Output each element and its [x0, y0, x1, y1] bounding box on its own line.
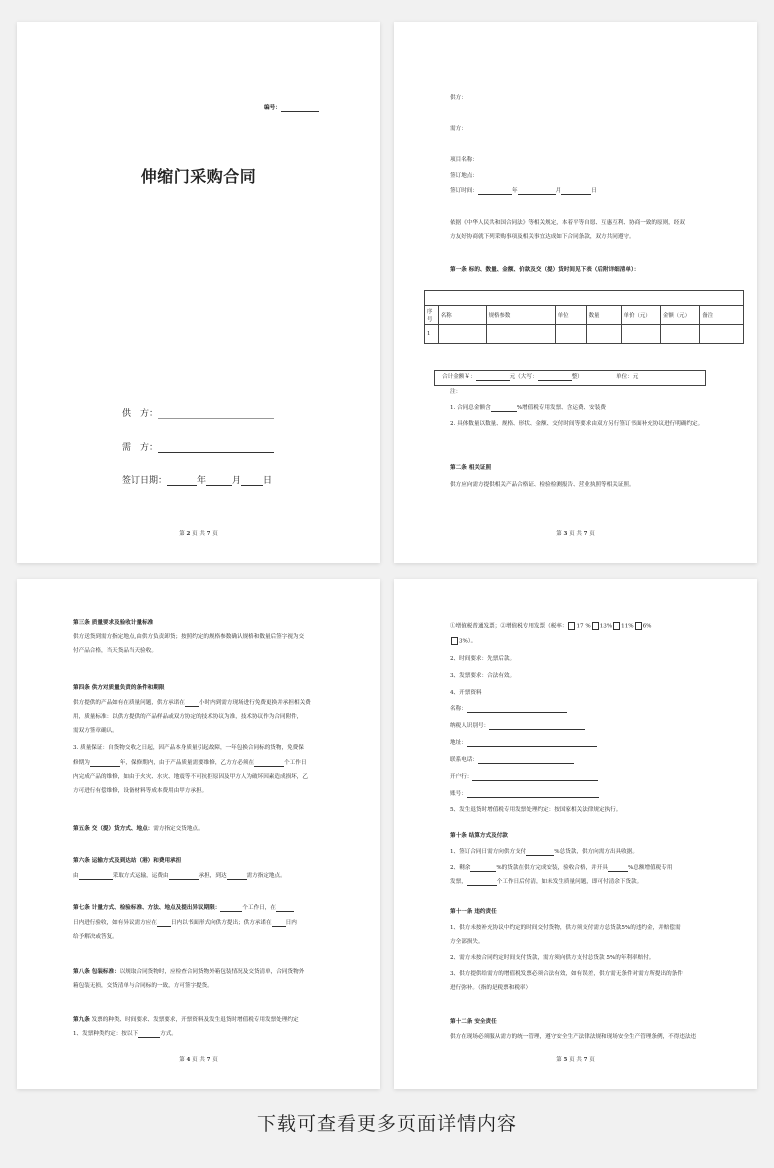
contract-page-3: [394, 22, 757, 563]
table-row: [425, 325, 744, 344]
table-header-row: [425, 306, 744, 325]
return-rule: 5、发生退货时增值税专用发票处理约定：按国家相关法律规定执行。: [450, 807, 622, 813]
text-part: ①增值税普通发票；②增值税专用发票（税率：: [450, 623, 568, 630]
invoice-name: [450, 705, 567, 713]
text-part: %总货款，供方向需方出具收据。: [554, 849, 638, 855]
field-label: 名称：: [450, 706, 467, 712]
article-11-text: 3、供方提供给需方的增值税发票必须合法有效，如有误差，供方需无条件对需方所提出的条件: [450, 971, 683, 977]
article-4-text: 内完成产品的维修，如由于火灾、水灾、地震等不可抗拒原因及甲方人为破坏因素造成损坏，乙: [73, 774, 308, 780]
text-part: %的货款在供方完成安装，验收合格，并开具: [496, 865, 608, 871]
table-cell: [586, 325, 621, 344]
page-total: 7: [583, 1057, 588, 1063]
article-7-title: 第七条 计量方式、检验标准、方法、地点及提出异议期限：: [73, 905, 221, 911]
table-header: 单价（元）: [621, 306, 660, 325]
page-suffix: 页: [589, 531, 595, 537]
field-blank: [472, 780, 598, 781]
blank: [227, 879, 247, 880]
table-header: 序号: [425, 306, 439, 325]
month-label: 月: [232, 476, 242, 486]
article-6-text: [73, 872, 286, 880]
article-11-title: 第十一条 违约责任: [450, 909, 497, 915]
invoice-rate-line-2: [450, 637, 476, 646]
blank: [169, 879, 199, 880]
intro-line-1: 依据《中华人民共和国合同法》等相关规定，本着平等自愿、互惠互利、协商一致的原则，经双: [450, 220, 685, 226]
field-blank: [467, 746, 597, 747]
text-part: 年，保修期内，由于产品质量需要维修，乙方方必须在: [119, 760, 255, 766]
note-1: [450, 404, 606, 412]
month-blank: [206, 485, 232, 486]
article-2-text: 供方应向需方提供相关产品合格证、检验检测报告、营业执照等相关证照。: [450, 482, 635, 488]
article-4-text: 需双方签章确认。: [73, 728, 118, 734]
field-blank: [467, 712, 567, 713]
checkbox[interactable]: [635, 622, 642, 630]
blank: [254, 766, 284, 767]
table-header: 单位: [555, 306, 586, 325]
field-blank: [489, 729, 585, 730]
blank: [467, 885, 497, 886]
article-4-text: [73, 759, 306, 767]
cover-buyer-blank: [158, 452, 274, 453]
table-header: 数量: [586, 306, 621, 325]
invoice-phone: [450, 756, 574, 764]
page-prefix: 第: [179, 1057, 185, 1063]
text-part: 2、剩余: [450, 865, 471, 871]
blank: [526, 855, 554, 856]
total-blank: [476, 380, 510, 381]
article-3-text: 付产品合格，当天货品当天验收。: [73, 648, 157, 654]
sign-year-blank: [478, 194, 512, 195]
table-header: 金额（元）: [661, 306, 700, 325]
checkbox[interactable]: [451, 637, 458, 645]
rate-option: 6%: [642, 623, 652, 630]
article-11-text: 2、需方未按合同约定时间支付货款，需方须向供方支付总货款 5%的年利率赔付。: [450, 955, 655, 961]
rate-option: 13%: [599, 623, 613, 630]
project-name: 项目名称：: [450, 157, 478, 163]
page-prefix: 第: [556, 1057, 562, 1063]
time-requirement: 2、时间要求：先票后款。: [450, 656, 516, 662]
page-mid: 页 共: [192, 1057, 205, 1063]
page-mid: 页 共: [569, 1057, 582, 1063]
text-part: 小时内到需方现场进行免费更换并承担相关费: [198, 700, 311, 706]
page-total: 7: [583, 531, 588, 537]
article-11-text: 进行弥补。（指的是税票和税率）: [450, 985, 532, 991]
cover-date-label: 签订日期：: [122, 476, 168, 486]
article-4-text: 3. 质量保证：自货物交收之日起，因产品本身质量引起故障，一年包换合同标的货物，免费保: [73, 745, 304, 751]
blank: [470, 871, 496, 872]
article-5-title: 第五条 交（提）货方式、地点：: [73, 826, 154, 832]
text-part: 采取方式运输，运费由: [112, 873, 169, 879]
cover-buyer-row: [122, 440, 274, 453]
text-part: 需方指定地点。: [246, 873, 286, 879]
party-buyer: 需方：: [450, 126, 467, 132]
page-total: 7: [206, 531, 211, 537]
total-amount-row: [442, 373, 583, 381]
text-part: 个工作日: [284, 760, 307, 766]
page-mid: 页 共: [192, 531, 205, 537]
note-1-blank: [491, 411, 517, 412]
sign-time: [450, 187, 597, 195]
contract-page-4: [17, 579, 380, 1089]
article-8-text: 箱包装无损，交货清单与合同标的一致，方可签字提货。: [73, 983, 213, 989]
article-11-text: 方全部损失。: [450, 939, 484, 945]
goods-table: [424, 290, 744, 344]
field-label: 纳税人识别号：: [450, 723, 490, 729]
invoice-bank: [450, 773, 598, 781]
table-blank-row: [425, 291, 744, 306]
page-num: 4: [186, 1057, 191, 1063]
day-label: 日: [263, 476, 273, 486]
field-label: 地址：: [450, 740, 467, 746]
article-3-title: 第三条 质量要求及验收计量标准: [73, 620, 154, 626]
cover-supplier-label: 供 方：: [122, 409, 159, 419]
text-part: 承担，到达: [198, 873, 227, 879]
contract-number: [264, 104, 319, 112]
contract-page-5: [394, 579, 757, 1089]
contract-number-label: 编号：: [264, 105, 281, 111]
text-part: 日内以书面形式向供方提出；供方承诺在: [170, 920, 272, 926]
article-2-title: 第二条 相关证照: [450, 465, 492, 471]
rate-option: 17 %: [576, 623, 591, 630]
table-cell: [661, 325, 700, 344]
article-5-text: 需方指定交货地点。: [153, 826, 204, 832]
cover-buyer-label: 需 方：: [122, 443, 159, 453]
page-number: [17, 529, 380, 537]
field-blank: [478, 763, 574, 764]
article-9-text: 发票的种类、时间要求、发票要求，开票资料及发生退货时增值税专用发票处理约定: [91, 1017, 299, 1023]
blank: [79, 879, 113, 880]
text-part: 修期为: [73, 760, 90, 766]
text-part: 日内: [285, 920, 297, 926]
article-8: [73, 968, 304, 976]
cover-supplier-blank: [158, 418, 274, 419]
article-9-title: 第九条: [73, 1017, 90, 1023]
blank: [272, 926, 286, 927]
article-7-text: [73, 919, 297, 927]
invoice-account: [450, 790, 599, 798]
note-label: 注：: [450, 389, 462, 395]
field-blank: [467, 797, 599, 798]
article-4-text: 方可进行有偿维修，设备材料等成本费用由甲方承担。: [73, 788, 208, 794]
sign-place: 签订地点：: [450, 173, 478, 179]
page-prefix: 第: [179, 531, 185, 537]
page-num: 2: [186, 531, 191, 537]
article-10-title: 第十条 结算方式及付款: [450, 833, 508, 839]
invoice-requirement: 3、发票要求：合法有效。: [450, 673, 516, 679]
note-2: 2. 具体数量以数量、规格、形状、金额、交付时间等要求由双方另行签订书面补充协议进行明确约定。: [450, 421, 704, 427]
year-label: 年: [197, 476, 207, 486]
field-label: 账号：: [450, 791, 467, 797]
page-mid: 页 共: [569, 531, 582, 537]
text-part: 1、签订合同日需方向供方支付: [450, 849, 527, 855]
text-part: 日内进行验收，如有异议需方应在: [73, 920, 157, 926]
page-suffix: 页: [212, 531, 218, 537]
download-more-caption: 下载可查看更多页面详情内容: [256, 1113, 517, 1135]
total-upper-end: 整）: [571, 374, 583, 380]
table-cell: [425, 291, 744, 306]
article-6-title: 第六条 运输方式及到达站（港）和费用承担: [73, 858, 182, 864]
rate-option: 11%: [621, 623, 634, 630]
article-7: [73, 904, 294, 912]
table-cell: [621, 325, 660, 344]
blank: [276, 911, 294, 912]
blank: [138, 1037, 160, 1038]
table-header: 名称: [438, 306, 486, 325]
blank: [157, 926, 171, 927]
table-cell: [700, 325, 744, 344]
text-part: 个工作日后付清，如未发生质量问题，即可付清余下货款。: [496, 879, 643, 885]
sign-year: 年: [511, 188, 518, 194]
article-10-text: [450, 848, 638, 856]
article-8-title: 第八条 包装标准：: [73, 969, 120, 975]
table-header: 备注: [700, 306, 744, 325]
invoice-type-line: [450, 622, 651, 631]
sign-month-blank: [518, 194, 556, 195]
article-9-text: [73, 1030, 177, 1038]
field-label: 联系电话：: [450, 757, 478, 763]
contract-cover-page: [17, 22, 380, 563]
article-10-text: [450, 864, 672, 872]
sign-day: 日: [591, 188, 597, 194]
article-4-title: 第四条 供方对质量负责的条件和期限: [73, 685, 165, 691]
article-4-text: [73, 699, 311, 707]
article-4-text: 用，质量标准：以供方提供的产品样品或双方协定的技术协议为准，技术协议作为合同附件，: [73, 714, 303, 720]
note-1-a: 1. 合同总金额含: [450, 405, 491, 411]
invoice-info-title: 4、开票资料: [450, 690, 482, 696]
text-part: 1、发票种类约定：按以下: [73, 1031, 139, 1037]
blank: [185, 706, 199, 707]
page-num: 3: [563, 531, 568, 537]
page-suffix: 页: [212, 1057, 218, 1063]
blank: [220, 911, 242, 912]
table-cell: 1: [425, 325, 439, 344]
invoice-address: [450, 739, 597, 747]
cover-supplier-row: [122, 406, 274, 419]
sign-day-blank: [561, 194, 591, 195]
table-cell: [486, 325, 555, 344]
article-12-title: 第十二条 安全责任: [450, 1019, 497, 1025]
table-cell: [438, 325, 486, 344]
blank: [90, 766, 120, 767]
text-part: 个工作日，在: [242, 905, 276, 911]
invoice-tax-id: [450, 722, 585, 730]
total-unit: 单位：元: [616, 374, 639, 380]
table-cell: [555, 325, 586, 344]
article-9: [73, 1016, 299, 1024]
blank: [608, 871, 628, 872]
article-8-text: 以规取合同货物时，应检查合同货物外箱包装情况及交货清单，合同货物外: [119, 969, 305, 975]
article-12-text: 供方在现场必须服从需方的统一管理，遵守安全生产法律法规和现场安全生产管理条例，不得违法违: [450, 1034, 697, 1040]
article-7-text: 给予解决或答复。: [73, 934, 118, 940]
page-total: 7: [206, 1057, 211, 1063]
text-part: 发票，: [450, 879, 467, 885]
table-header: 规格参数: [486, 306, 555, 325]
day-blank: [241, 485, 263, 486]
text-part: 供方提供的产品如有在质量问题，供方承诺在: [73, 700, 185, 706]
page-prefix: 第: [556, 531, 562, 537]
checkbox[interactable]: [568, 622, 575, 630]
page-number: [17, 1055, 380, 1063]
page-number: [394, 1055, 757, 1063]
article-11-text: 1、供方未按补充协议中约定的时间交付货物，供方须支付需方总货款5%的违约金，并赔偿需: [450, 925, 681, 931]
note-1-b: %增值税专用发票、含运费、安装费: [516, 405, 606, 411]
field-label: 开户行：: [450, 774, 473, 780]
article-10-text: [450, 878, 642, 886]
checkbox[interactable]: [613, 622, 620, 630]
text-part: 由: [73, 873, 79, 879]
rate-option: 3%）。: [459, 638, 477, 645]
cover-date-row: [122, 473, 272, 486]
total-upper-blank: [538, 380, 572, 381]
text-part: 方式。: [160, 1031, 177, 1037]
text-part: %总额增值税专用: [627, 865, 673, 871]
article-3-text: 供方送货到需方指定地点,由供方负责卸货；按照约定的规格参数确认规格和数量后签字视为交: [73, 634, 305, 640]
contract-number-blank: [281, 111, 319, 112]
contract-title: 伸缩门采购合同: [140, 167, 257, 186]
checkbox[interactable]: [592, 622, 599, 630]
year-blank: [167, 485, 197, 486]
party-supplier: 供方：: [450, 95, 467, 101]
sign-month: 月: [555, 188, 562, 194]
total-label: 合计金额￥：: [442, 374, 476, 380]
article-5: [73, 825, 204, 833]
page-num: 5: [563, 1057, 568, 1063]
sign-time-label: 签订时间：: [450, 188, 478, 194]
total-upper: 元（大写：: [509, 374, 538, 380]
article-1-title: 第一条 标的、数量、金额、价款及交（提）货时间见下表（后附详细清单）：: [450, 267, 640, 273]
page-number: [394, 529, 757, 537]
intro-line-2: 方友好协商就下列采购事项及相关事宜达成如下合同条款，双方共同遵守。: [450, 234, 635, 240]
page-suffix: 页: [589, 1057, 595, 1063]
